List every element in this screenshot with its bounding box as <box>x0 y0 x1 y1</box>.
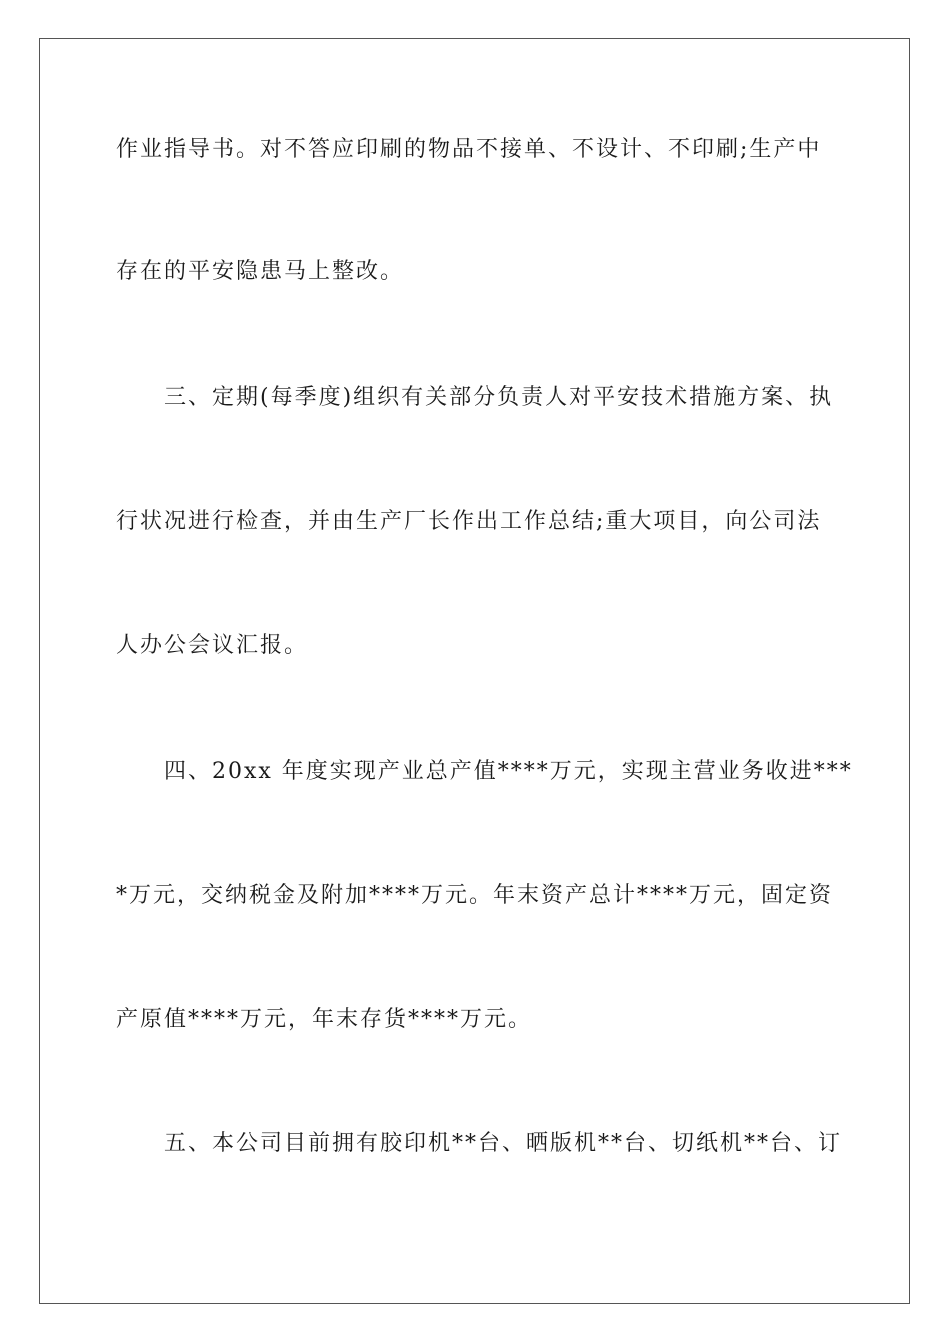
text-line-8: 产原值****万元，年末存货****万元。 <box>116 1007 533 1032</box>
text-line-7: *万元，交纳税金及附加****万元。年末资产总计****万元，固定资 <box>116 883 834 908</box>
text-line-4: 行状况进行检查，并由生产厂长作出工作总结;重大项目，向公司法 <box>116 509 822 534</box>
text-line-1: 作业指导书。对不答应印刷的物品不接单、不设计、不印刷;生产中 <box>116 137 822 162</box>
text-line-6: 四、20xx 年度实现产业总产值****万元，实现主营业务收进*** <box>116 759 853 784</box>
text-line-2: 存在的平安隐患马上整改。 <box>116 259 405 284</box>
text-line-9: 五、本公司目前拥有胶印机**台、晒版机**台、切纸机**台、订 <box>116 1131 843 1156</box>
text-line-3: 三、定期(每季度)组织有关部分负责人对平安技术措施方案、执 <box>116 385 834 410</box>
page-border <box>39 38 910 1304</box>
text-line-5: 人办公会议汇报。 <box>116 633 309 658</box>
